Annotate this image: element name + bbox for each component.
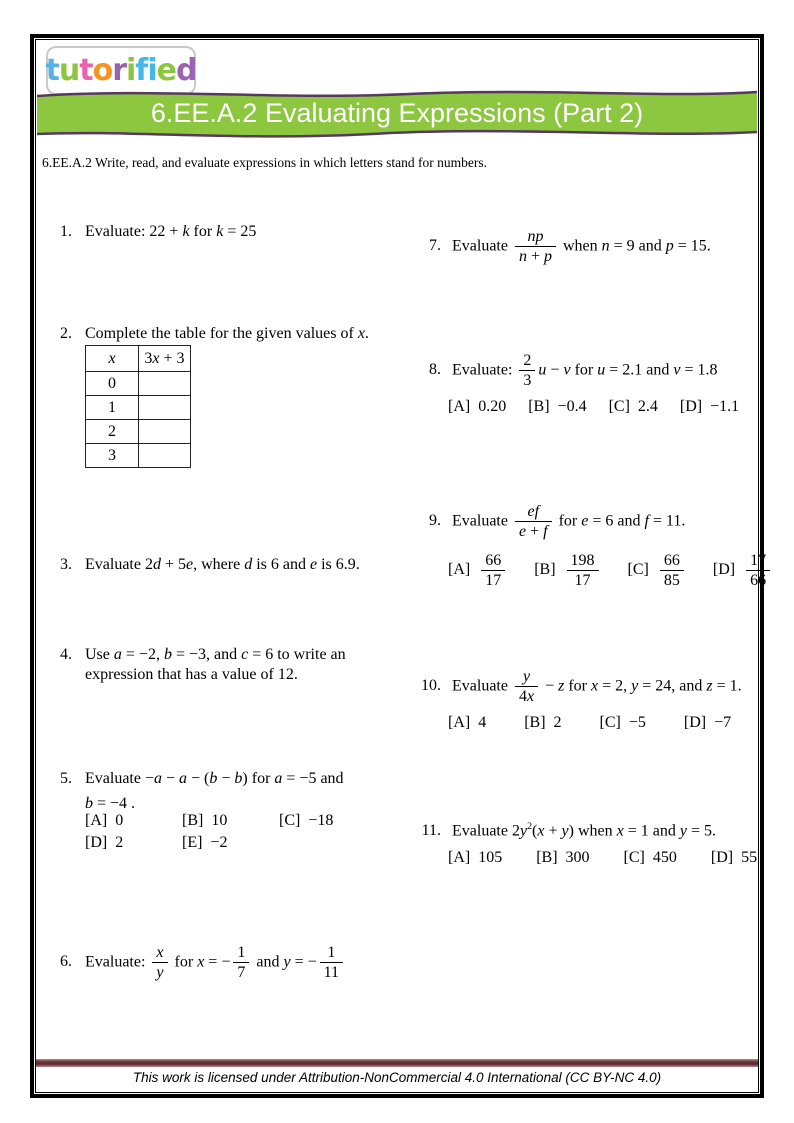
question-5 [60,766,390,816]
answer-option [534,552,601,590]
license-text: This work is licensed under Attribution-NonCommercial 4.0 International (CC BY-NC 4.0) [132,1070,662,1085]
table-row [86,420,191,444]
option-value [564,552,602,590]
question-text [85,766,390,816]
x-value-cell: 2 [86,420,139,444]
answer-option [711,849,757,867]
question-text: Evaluate: $\frac{x}{y}$ for x = − $\frac{1}{7}$ and y = − $\frac{1}{11}$ [85,944,405,982]
option-label: [C] [623,849,645,866]
question-number: 9. [429,512,441,530]
question-9 [421,503,757,541]
question-number: 1. [60,223,72,240]
question-text: Evaluate $\frac{y}{4x}$ − z for x = 2, y = 24, and z = 1. [452,668,742,706]
q5-answer-options [85,812,395,852]
question-8 [421,352,757,390]
option-value: 300 [565,849,590,866]
option-value: 55 [741,849,758,866]
option-value: 0 [115,812,124,829]
option-value: 105 [478,849,503,866]
answer-option [448,552,508,590]
option-value: −18 [308,812,334,829]
x-value-cell: 3 [86,444,139,468]
answer-option [628,552,687,590]
answer-blank-cell [139,420,191,444]
answer-blank-cell [139,396,191,420]
option-value: −2 [210,834,228,851]
question-line: Evaluate −a − a − (b − b) for a = −5 and [85,770,344,787]
option-label: [E] [182,834,203,851]
answer-option [448,849,502,867]
answer-option [524,714,561,732]
option-label: [A] [448,849,471,866]
question-text [85,645,380,685]
fraction: $\frac{198}{17}$ [567,552,599,590]
option-label: [D] [710,849,734,866]
fraction: $\frac{ef}{e + f}$ [515,503,552,541]
table-header-cell: 3x + 3 [139,346,191,372]
answer-option [600,714,646,732]
q10-answer-options [448,714,731,732]
option-value: 10 [211,812,228,829]
option-value: −0.4 [557,398,587,415]
answer-option [680,398,739,416]
q9-answer-options [448,552,773,590]
logo-letter: f [135,53,148,88]
logo-letter: i [147,53,157,88]
option-label: [B] [524,714,546,731]
answer-option [182,834,279,852]
option-label: [C] [279,812,301,829]
question-number: 3. [60,556,72,573]
fraction: $\frac{x}{y}$ [152,944,167,982]
fraction: $\frac{1}{11}$ [320,944,343,982]
question-number: 8. [429,361,441,379]
question-number: 11. [421,822,441,840]
option-label: [B] [528,398,550,415]
question-2 [60,325,405,343]
option-value: −5 [628,714,646,731]
option-value [657,552,687,590]
question-number: 2. [60,325,72,342]
fraction: $\frac{17}{66}$ [746,552,770,590]
option-label: [A] [448,561,471,579]
page-title: 6.EE.A.2 Evaluating Expressions (Part 2) [150,98,644,128]
option-label: [D] [85,834,108,851]
option-label: [D] [683,714,707,731]
logo-letter: i [125,53,136,88]
question-text: Evaluate $\frac{np}{n + p}$ when n = 9 and p = 15. [452,228,711,266]
fraction: $\frac{y}{4x}$ [515,668,538,706]
logo-letter: r [112,53,126,88]
answer-option [528,398,586,416]
question-number: 6. [60,953,72,971]
answer-option [536,849,589,867]
option-value: 4 [478,714,487,731]
logo-letter: u [58,53,80,88]
option-label: [C] [608,398,630,415]
logo-letter: d [176,53,197,88]
answer-option [279,812,376,830]
q8-answer-options [448,398,739,416]
answer-option [182,812,279,830]
question-line: expression that has a value of 12. [85,666,298,683]
option-label: [A] [448,714,471,731]
table-row [86,396,191,420]
question-number: 10. [421,677,441,695]
question-number: 7. [429,237,441,255]
fraction: $\frac{66}{17}$ [481,552,505,590]
standard-description: 6.EE.A.2 Write, read, and evaluate expressions in which letters stand for numbers. [42,155,487,170]
question-text: Complete the table for the given values of x. [85,325,369,342]
answer-option [713,552,773,590]
question-7 [421,228,757,266]
option-value: 2 [553,714,562,731]
option-value: 0.20 [478,398,507,415]
option-label: [A] [448,398,471,415]
answer-option [624,849,677,867]
option-value: 2 [115,834,124,851]
question-text: Evaluate $\frac{ef}{e + f}$ for e = 6 and f = 11. [452,503,686,541]
question-text: Evaluate: 22 + k for k = 25 [85,223,257,240]
option-value [478,552,508,590]
answer-blank-cell [139,372,191,396]
x-value-cell: 0 [86,372,139,396]
fraction: $\frac{2}{3}$ [519,352,535,390]
q2-values-table [85,345,191,468]
option-label: [B] [182,812,204,829]
fraction: $\frac{66}{85}$ [660,552,684,590]
answer-option [448,714,486,732]
option-value [743,552,773,590]
question-number: 5. [60,770,72,787]
question-6 [60,944,405,982]
fraction: $\frac{1}{7}$ [233,944,249,982]
option-label: [D] [712,561,736,579]
answer-option [85,834,182,852]
title-banner [37,83,757,145]
x-value-cell: 1 [86,396,139,420]
footer-rule [36,1059,758,1067]
answer-option [609,398,658,416]
logo-letter: t [45,53,59,88]
question-line: Use a = −2, b = −3, and c = 6 to write an [85,646,346,663]
option-label: [D] [679,398,703,415]
answer-option [684,714,731,732]
table-row [86,372,191,396]
option-label: [A] [85,812,108,829]
question-11 [413,821,757,840]
answer-option [448,398,506,416]
option-value: 2.4 [637,398,658,415]
option-value: 450 [652,849,677,866]
answer-blank-cell [139,444,191,468]
question-line: b = −4 . [85,795,136,812]
answer-option [85,812,182,830]
question-text: Evaluate $2y^2(x + y)$ when x = 1 and y = 5. [452,821,716,840]
question-10 [413,668,757,706]
question-4 [60,645,380,685]
option-value: −7 [714,714,732,731]
question-3 [60,556,405,574]
q11-answer-options [448,849,757,867]
option-label: [C] [599,714,621,731]
question-1 [60,223,395,241]
logo-letter: o [92,53,113,88]
table-header-cell: x [86,346,139,372]
option-label: [B] [536,849,558,866]
option-label: [B] [534,561,556,579]
question-text: Evaluate: $\frac{2}{3}$ u − v for u = 2.1 and v = 1.8 [452,352,718,390]
question-number: 4. [60,646,72,663]
table-row [86,444,191,468]
logo-letter: t [79,53,93,88]
fraction: $\frac{np}{n + p}$ [515,228,556,266]
option-value: −1.1 [710,398,740,415]
question-text: Evaluate 2d + 5e, where d is 6 and e is 6.9. [85,556,360,573]
option-label: [C] [627,561,649,579]
logo-letter: e [156,53,176,88]
